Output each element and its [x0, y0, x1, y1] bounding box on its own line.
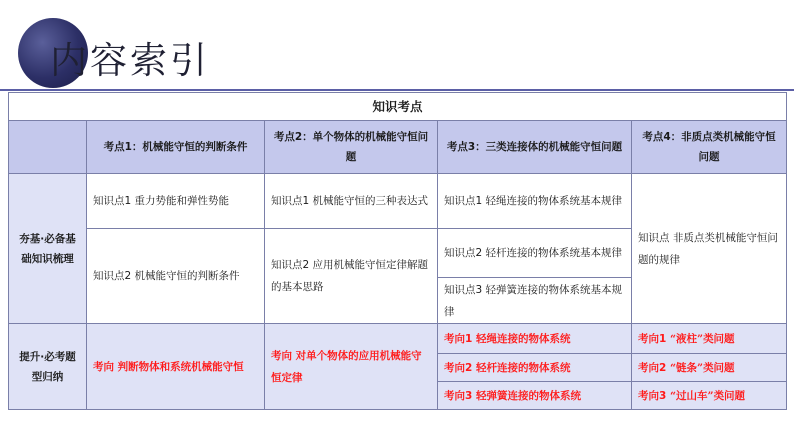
col2-direction: 考向 对单个物体的应用机械能守恒定律 [265, 324, 438, 410]
col2-knowledge-2: 知识点2 应用机械能守恒定律解题的基本思路 [265, 229, 438, 324]
direction-row-a [9, 324, 787, 354]
col4-knowledge: 知识点 非质点类机械能守恒问题的规律 [632, 174, 787, 324]
exam-point-2: 考点2：单个物体的机械能守恒问题 [265, 121, 438, 174]
col4-direction-2: 考向2 “链条”类问题 [632, 354, 787, 382]
col4-direction-3: 考向3 “过山车”类问题 [632, 382, 787, 410]
page-title: 内容索引 [50, 39, 210, 82]
exam-point-4: 考点4：非质点类机械能守恒问题 [632, 121, 787, 174]
table-main-header: 知识考点 [9, 93, 787, 121]
col1-knowledge-2: 知识点2 机械能守恒的判断条件 [87, 229, 265, 324]
col2-knowledge-1: 知识点1 机械能守恒的三种表达式 [265, 174, 438, 229]
col4-direction-1: 考向1 “液柱”类问题 [632, 324, 787, 354]
col1-knowledge-1: 知识点1 重力势能和弹性势能 [87, 174, 265, 229]
table-header-row [9, 93, 787, 121]
col3-knowledge-2: 知识点2 轻杆连接的物体系统基本规律 [438, 229, 632, 278]
col3-direction-2: 考向2 轻杆连接的物体系统 [438, 354, 632, 382]
col3-direction-1: 考向1 轻绳连接的物体系统 [438, 324, 632, 354]
col1-direction: 考向 判断物体和系统机械能守恒 [87, 324, 265, 410]
title-divider [0, 89, 794, 91]
exam-types-label: 提升·必考题型归纳 [9, 324, 87, 410]
exam-point-3: 考点3：三类连接体的机械能守恒问题 [438, 121, 632, 174]
col3-direction-3: 考向3 轻弹簧连接的物体系统 [438, 382, 632, 410]
basic-knowledge-label: 夯基·必备基础知识梳理 [9, 174, 87, 324]
empty-corner-cell [9, 121, 87, 174]
knowledge-row-a [9, 174, 787, 229]
col3-knowledge-1: 知识点1 轻绳连接的物体系统基本规律 [438, 174, 632, 229]
exam-point-1: 考点1：机械能守恒的判断条件 [87, 121, 265, 174]
col3-knowledge-3: 知识点3 轻弹簧连接的物体系统基本规律 [438, 278, 632, 324]
knowledge-index-table [8, 92, 787, 410]
exam-points-row [9, 121, 787, 174]
